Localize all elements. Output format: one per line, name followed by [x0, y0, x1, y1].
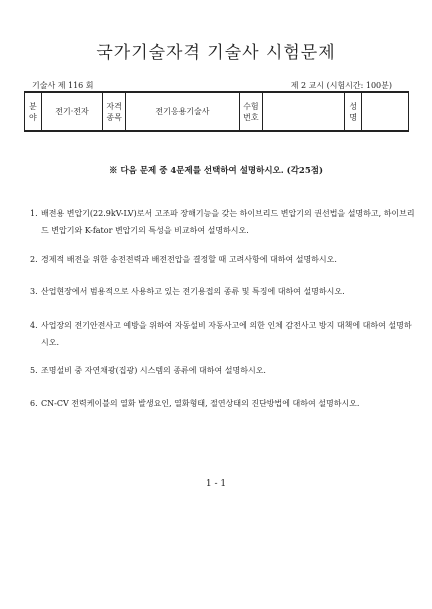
exam-no-label-text: 수험 번호: [243, 101, 259, 122]
question-text: 사업장의 전기안전사고 예방을 위하여 자동설비 자동사고에 의한 인체 감전사고 방지 대책에 대하여 설명하시오.: [41, 321, 412, 347]
question-text: 산업현장에서 범용적으로 사용하고 있는 전기용접의 종류 및 특징에 대하여 설명하시오.: [41, 287, 345, 296]
category-value: 전기응용기술사: [125, 92, 239, 131]
field-value: 전기·전자: [41, 92, 103, 131]
question-text: 조명설비 중 자연채광(집광) 시스템의 종류에 대하여 설명하시오.: [41, 366, 266, 375]
name-label-text: 성 명: [349, 101, 358, 122]
exam-no-label: [240, 92, 263, 131]
question-number: 2.: [30, 255, 38, 264]
name-value[interactable]: [362, 92, 409, 131]
category-label: [103, 92, 126, 131]
question-1: [30, 205, 415, 239]
exam-round: 기술사 제 116 회: [32, 81, 94, 90]
question-number: 1.: [30, 209, 38, 218]
question-number: 5.: [30, 366, 38, 375]
question-4: [30, 317, 415, 351]
question-3: [30, 283, 415, 300]
exam-info-table: [24, 91, 409, 132]
field-label-text: 분 야: [29, 101, 37, 122]
question-text: CN-CV 전력케이블의 열화 발생요인, 열화형태, 절연상태의 진단방법에 대하여 설명하시오.: [41, 399, 360, 408]
exam-title: 국가기술자격 기술사 시험문제: [96, 43, 336, 63]
question-text: 경제적 배전을 위한 송전전력과 배전전압을 결정할 때 고려사항에 대하여 설명하시오.: [41, 255, 337, 264]
question-text: 배전용 변압기(22.9kV-LV)로서 고조파 장해기능을 갖는 하이브리드 변압기의 권선법을 설명하고, 하이브리드 변압기와 K-fator 변압기의 특성을 비교하여 설명하시오.: [41, 209, 415, 235]
exam-session: 제 2 교시 (시험시간: 100분): [290, 81, 392, 90]
question-6: [30, 395, 415, 412]
field-label: [25, 92, 42, 131]
instruction: ※ 다음 문제 중 4문제를 선택하여 설명하시오. (각25점): [109, 166, 323, 176]
exam-no-value[interactable]: [262, 92, 345, 131]
question-number: 4.: [30, 321, 38, 330]
page-number: 1 - 1: [205, 479, 227, 489]
category-label-text: 자격 종목: [106, 101, 122, 122]
question-number: 3.: [30, 287, 38, 296]
name-label: [345, 92, 362, 131]
question-number: 6.: [30, 399, 38, 408]
question-2: [30, 251, 415, 268]
question-5: [30, 362, 415, 379]
